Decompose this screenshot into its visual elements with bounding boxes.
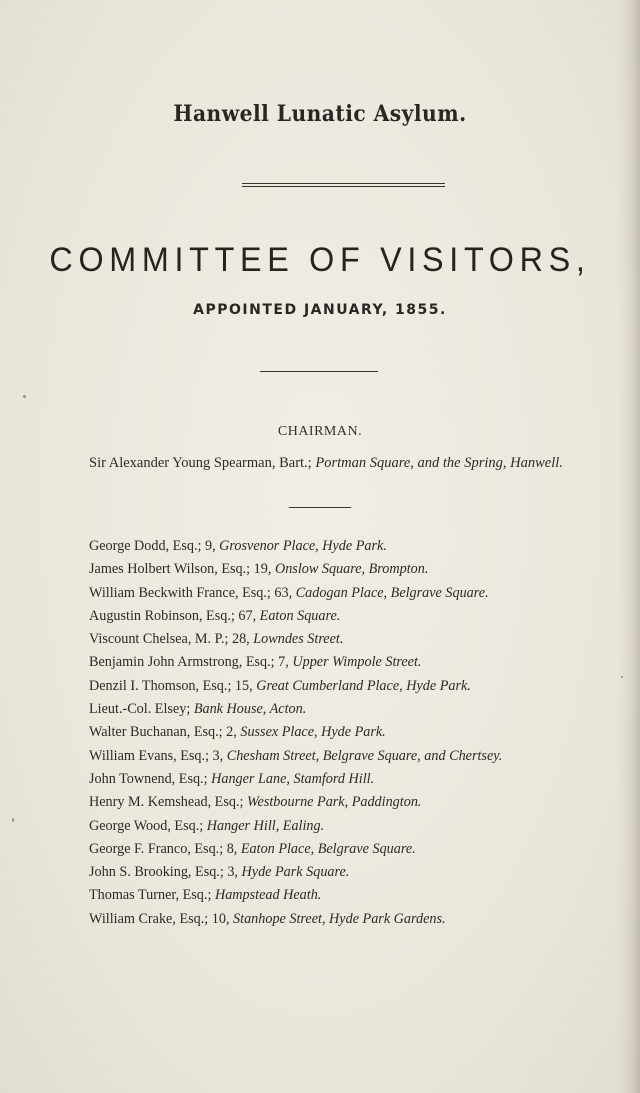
chairman-address: Portman Square, and the Spring, Hanwell.	[315, 455, 563, 471]
member-name: Lieut.-Col. Elsey;	[89, 701, 191, 718]
member-name: Benjamin John Armstrong, Esq.; 7,	[89, 654, 289, 671]
member-entry	[89, 583, 629, 606]
member-address: Hampstead Heath.	[214, 887, 322, 904]
member-address: Upper Wimpole Street.	[292, 654, 422, 671]
member-address: Lowndes Street.	[253, 631, 344, 648]
chairman-name: Sir Alexander Young Spearman, Bart.;	[89, 455, 312, 471]
chairman-entry	[89, 455, 640, 472]
member-name: Walter Buchanan, Esq.; 2,	[89, 724, 237, 741]
member-name: William Beckwith France, Esq.; 63,	[89, 584, 293, 601]
paper-speck	[23, 395, 26, 398]
member-name: Thomas Turner, Esq.;	[89, 887, 212, 904]
paper-speck	[621, 676, 623, 678]
member-name: George F. Franco, Esq.; 8,	[89, 840, 238, 857]
subtitle: APPOINTED JANUARY, 1855.	[193, 302, 447, 318]
member-entry	[89, 816, 629, 839]
member-address: Eaton Place, Belgrave Square.	[240, 840, 416, 857]
chairman-heading: CHAIRMAN.	[277, 424, 363, 439]
member-address: Chesham Street, Belgrave Square, and Chertsey.	[226, 747, 503, 764]
chairman-rule	[289, 507, 351, 508]
member-entry	[89, 652, 629, 675]
member-entry	[89, 676, 629, 699]
member-entry	[89, 536, 629, 559]
member-list	[89, 536, 629, 932]
member-address: Bank House, Acton.	[193, 701, 307, 718]
member-entry	[89, 909, 629, 932]
member-address: Hanger Lane, Stamford Hill.	[211, 770, 375, 787]
member-address: Hyde Park Square.	[241, 864, 350, 881]
member-entry	[89, 722, 629, 745]
member-address: Sussex Place, Hyde Park.	[240, 724, 386, 741]
member-address: Grosvenor Place, Hyde Park.	[219, 538, 387, 554]
member-entry	[89, 792, 629, 815]
member-name: Augustin Robinson, Esq.; 67,	[89, 607, 257, 624]
member-name: William Crake, Esq.; 10,	[89, 910, 230, 927]
member-entry	[89, 862, 629, 885]
member-entry	[89, 559, 629, 582]
member-name: John Townend, Esq.;	[89, 770, 208, 787]
member-name: George Wood, Esq.;	[89, 817, 204, 834]
paper-speck	[12, 818, 14, 822]
member-address: Stanhope Street, Hyde Park Gardens.	[233, 910, 446, 927]
header-double-rule	[242, 183, 445, 187]
subtitle-rule	[260, 371, 378, 372]
member-name: John S. Brooking, Esq.; 3,	[89, 864, 238, 881]
member-entry	[89, 839, 629, 862]
member-name: Denzil I. Thomson, Esq.; 15,	[89, 677, 253, 694]
member-name: Henry M. Kemshead, Esq.;	[89, 794, 244, 811]
main-title: COMMITTEE OF VISITORS,	[49, 241, 591, 279]
member-entry	[89, 885, 629, 908]
member-entry	[89, 606, 629, 629]
member-address: Great Cumberland Place, Hyde Park.	[256, 677, 471, 694]
member-name: James Holbert Wilson, Esq.; 19,	[89, 561, 272, 578]
member-entry	[89, 769, 629, 792]
member-address: Eaton Square.	[259, 607, 341, 624]
member-name: Viscount Chelsea, M. P.; 28,	[89, 631, 250, 648]
institution-title: Hanwell Lunatic Asylum.	[173, 101, 467, 127]
member-address: Hanger Hill, Ealing.	[206, 817, 325, 834]
member-entry	[89, 699, 629, 722]
member-entry	[89, 629, 629, 652]
member-entry	[89, 746, 629, 769]
member-address: Cadogan Place, Belgrave Square.	[295, 584, 489, 601]
member-address: Onslow Square, Brompton.	[274, 561, 429, 578]
member-name: William Evans, Esq.; 3,	[89, 747, 224, 764]
member-name: George Dodd, Esq.; 9,	[89, 538, 216, 554]
member-address: Westbourne Park, Paddington.	[247, 794, 422, 811]
